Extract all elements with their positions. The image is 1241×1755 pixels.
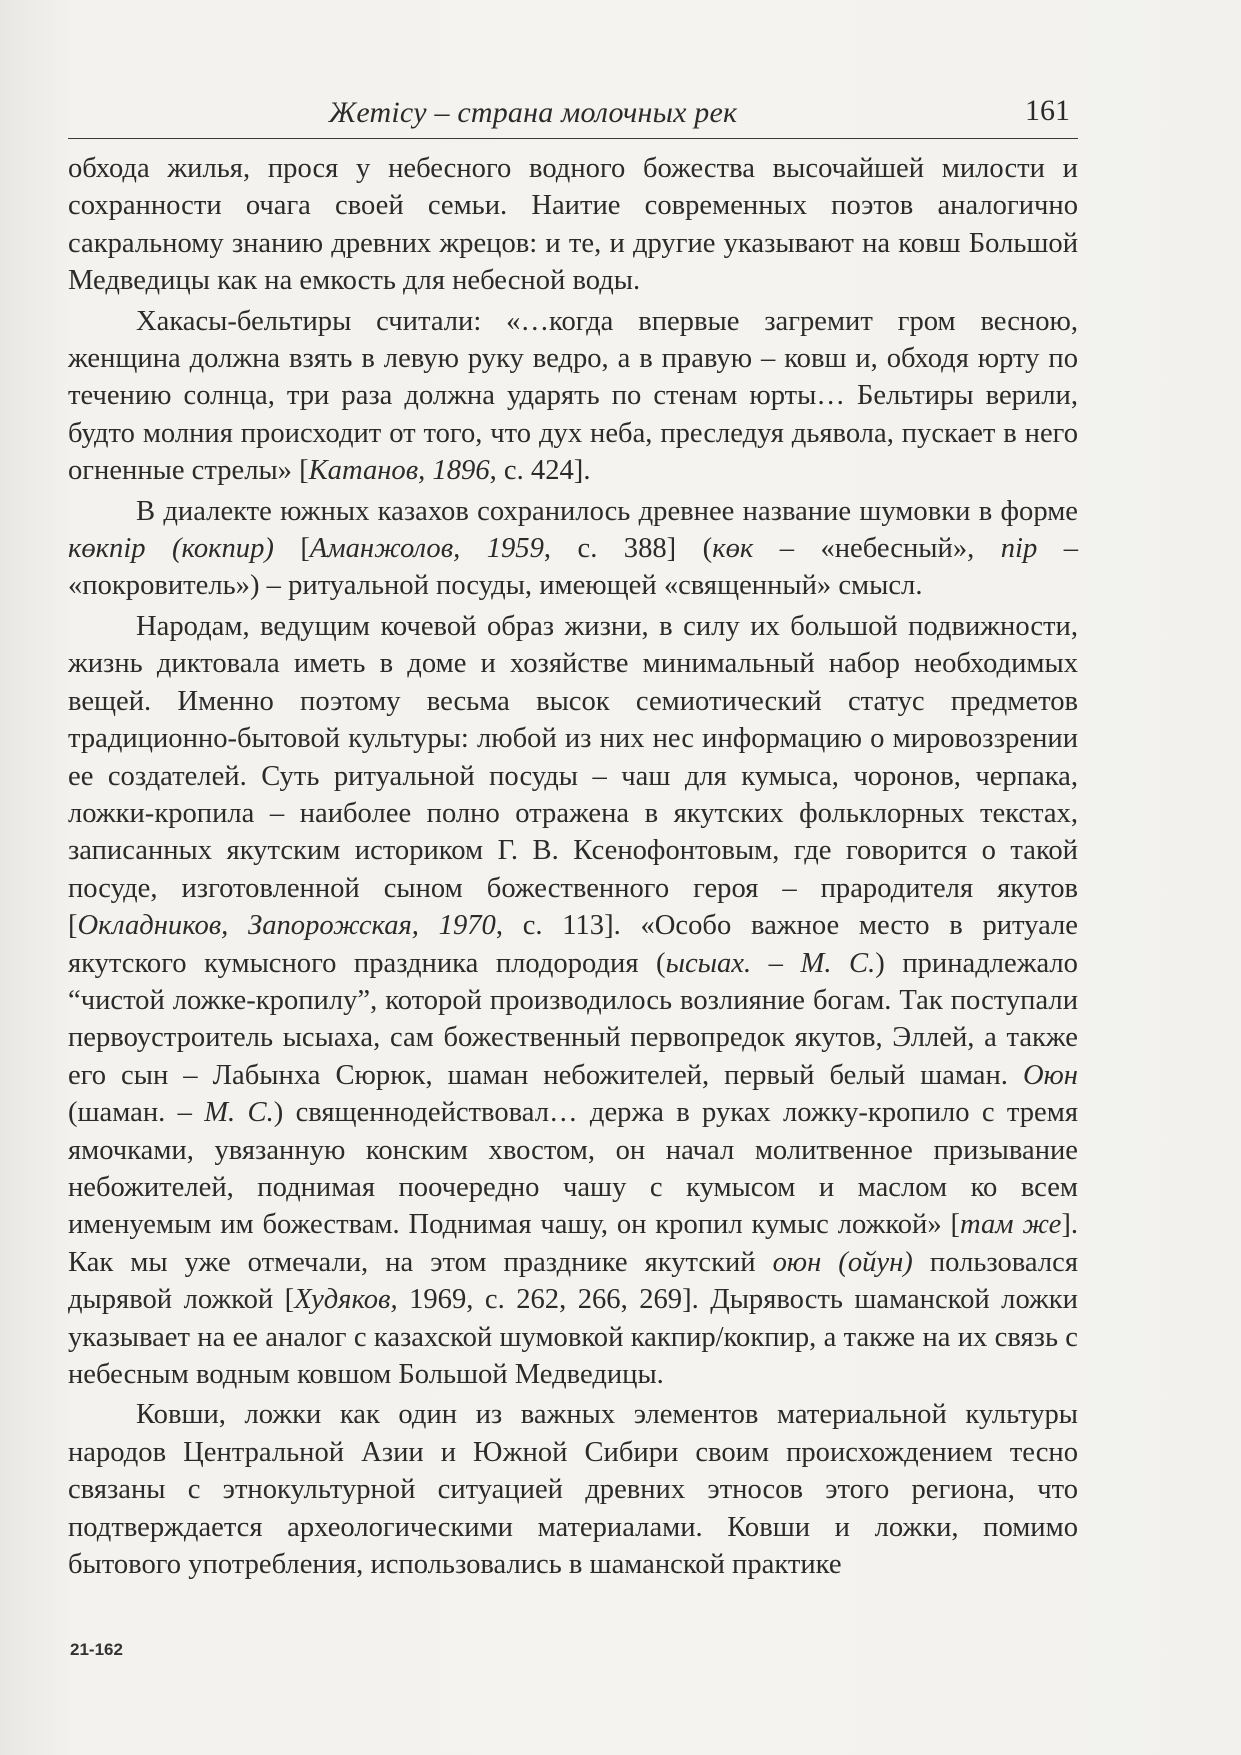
term: көкпір (кокпир) [68, 533, 274, 565]
paragraph-3 [68, 493, 1078, 605]
text-run: 1969, с. 262, 266, 269]. Дырявость шаманской ложки указывает на ее аналог с казахской шумовкой какпир/кокпир, а также на их связь с небесным водным ковшом Большой Медведицы. [68, 1284, 1078, 1390]
text-run: , с. 388] ( [543, 533, 713, 565]
paragraph-2 [68, 303, 1078, 490]
citation-author: Аманжолов, 1959 [309, 533, 544, 565]
author-initials: М. С. [204, 1097, 274, 1129]
text-run: [ [273, 533, 310, 565]
printer-signature-mark: 21-162 [70, 1640, 123, 1659]
text-run: , с. 113]. «Особо важное место в ритуале якутского кумысного праздника плодородия ( [68, 910, 1078, 979]
text-run: Ковши, ложки как один из важных элементов материальной культуры народов Центральной Азии и Южной Сибири своим происхождением тесно связаны с этнокультурной ситуацией древних этносов этого региона, что подтверждается археологическими материалами. Ковши и ложки, помимо бытового употребления, использовались в шаманской практике [68, 1399, 1078, 1581]
text-run: ]. Как мы уже отмечали, на этом празднике якутский [68, 1209, 1078, 1278]
body-text [68, 150, 1078, 1583]
text-run: , с. 424]. [489, 455, 591, 487]
citation-author: Окладников, Запорожская, 1970 [77, 910, 496, 942]
citation-ref: там же [960, 1209, 1062, 1241]
text-run: В диалекте южных казахов сохранилось древнее название шумовки в форме [136, 495, 1078, 527]
text-run: ) принадлежало “чистой ложке-кропилу”, которой производилось возлияние богам. Так поступали первоустроитель ысыаха, сам божественный первопредок якутов, Эллей, а также его сын – Лабынха Сюрюк, шаман небожителей, первый белый шаман. [68, 947, 1078, 1091]
text-run: (шаман. – [68, 1097, 205, 1129]
running-title: Жетісу – страна молочных рек [328, 96, 738, 129]
running-header [68, 92, 1078, 139]
text-run: – «покровитель») – ритуальной посуды, имеющей «священный» смысл. [68, 533, 1079, 602]
term: оюн (ойун) [772, 1246, 913, 1278]
paragraph-4 [68, 608, 1078, 1394]
term: Оюн [1023, 1059, 1078, 1091]
term: ысыах. – М. С. [665, 947, 876, 979]
citation-author: Катанов, 1896 [308, 455, 490, 487]
text-run: Народам, ведущим кочевой образ жизни, в силу их большой подвижности, жизнь диктовала иметь в доме и хозяйстве минимальный набор необходимых вещей. Именно поэтому весьма высок семиотический статус предметов традиционно-бытовой культуры: любой из них нес информацию о мировоззрении ее создателей. Суть ритуальной посуды – чаш для кумыса, чоронов, черпака, ложки-кропила – наиболее полно отражена в якутских фольклорных текстах, записанных якутским историком Г. В. Ксенофонтовым, где говорится о такой посуде, изготовленной сыном божественного героя – прародителя якутов [ [68, 610, 1078, 942]
text-run: пользовался дырявой ложкой [ [68, 1246, 1078, 1316]
text-run: Хакасы-бельтиры считали: «…когда впервые загремит гром весною, женщина должна взять в левую руку ведро, а в правую – ковш и, обходя юрту по течению солнца, три раза должна ударять по стенам юрты… Бельтиры верили, будто молния происходит от того, что дух неба, преследуя дьявола, пускает в него огненные стрелы» [ [68, 305, 1078, 487]
page-number: 161 [1025, 94, 1070, 127]
text-run: ) священнодействовал… держа в руках ложку-кропило с тремя ямочками, увязанную конским хвостом, он начал молитвенное призывание небожителей, поднимая поочередно чашу с кумысом и маслом ко всем именуемым им божествам. Поднимая чашу, он кропил кумыс ложкой» [ [68, 1097, 1078, 1241]
paragraph-5 [68, 1396, 1078, 1583]
citation-author: Худяков, [294, 1284, 398, 1316]
text-run: обхода жилья, прося у небесного водного божества высочайшей милости и сохранности очага своей семьи. Наитие современных поэтов аналогично сакральному знанию древних жрецов: и те, и другие указывают на ковш Большой Медведицы как на емкость для небесной воды. [68, 153, 1078, 297]
term: пір [1000, 533, 1038, 565]
paragraph-1 [68, 150, 1078, 300]
term: көк [712, 533, 754, 565]
text-run: – «небесный», [753, 533, 1001, 565]
